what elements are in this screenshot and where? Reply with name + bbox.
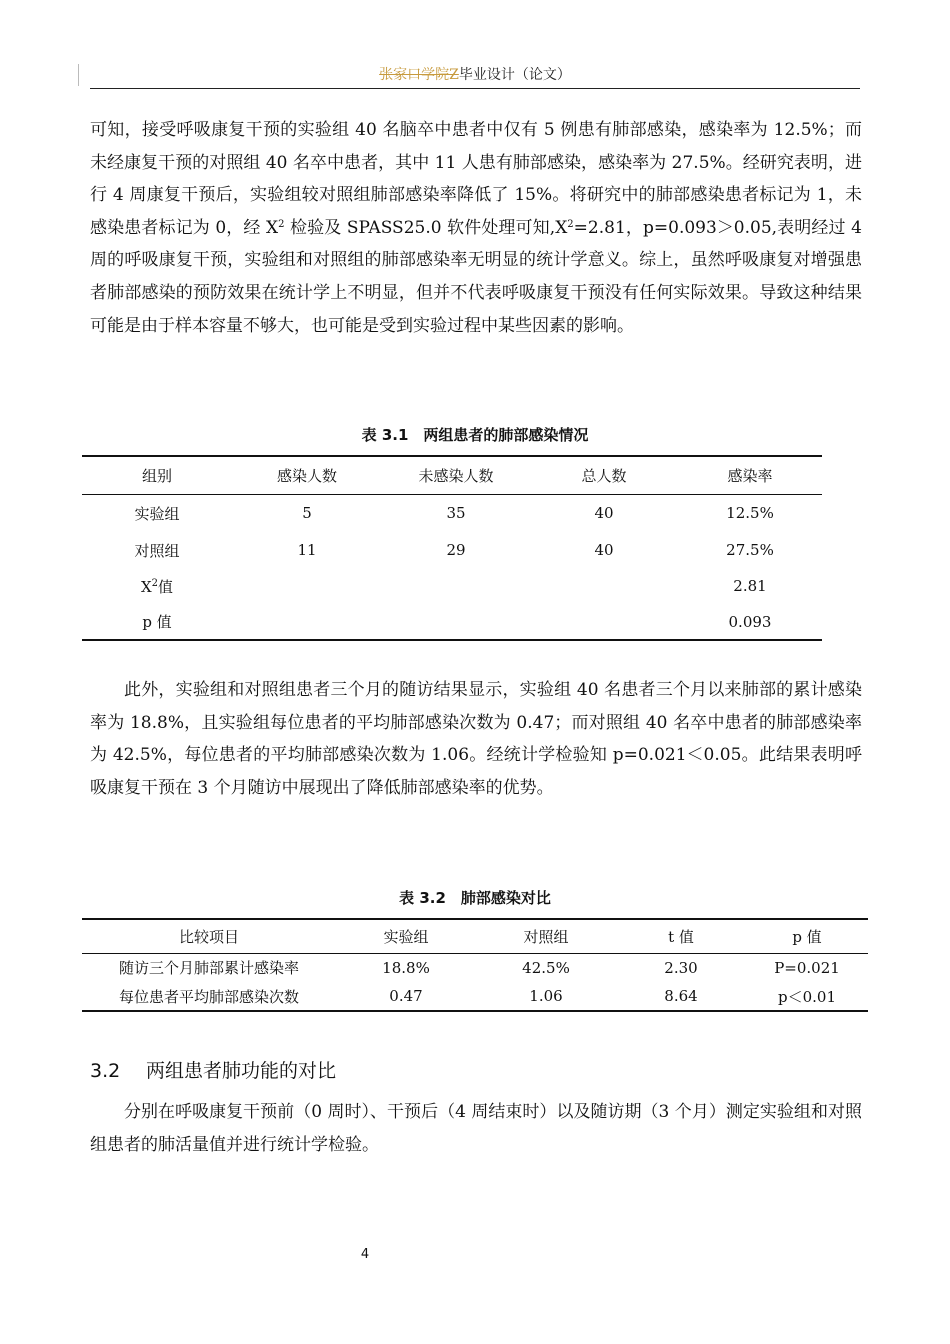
page-header: [90, 66, 860, 88]
table2-cell: 8.64: [664, 987, 698, 1005]
header-margin-mark: [78, 64, 79, 86]
table2-cell: 18.8%: [382, 958, 430, 977]
table-row: [82, 494, 822, 532]
paragraph-1: 可知，接受呼吸康复干预的实验组 40 名脑卒中患者中仅有 5 例患有肺部感染，感染率为 12.5%；而未经康复干预的对照组 40 名卒中患者，其中 11 人患有肺部感染，感染率为 27.5%。经研究表明，进行 4 周康复干预后，实验组较对照组肺部感染率降低了 15%。将研究中的肺部感染患者标记为 1，未感染患者标记为 0，经 $X^2$ 检验及 SPASS25.0 软件处理可知$,X^2=2.81$，p=0.093＞0.05,表明经过 4 周的呼吸康复干预，实验组和对照组的肺部感染率无明显的统计学意义。综上，虽然呼吸康复对增强患者肺部感染的预防效果在统计学上不明显，但并不代表呼吸康复干预没有任何实际效果。导致这种结果可能是由于样本容量不够大，也可能是受到实验过程中某些因素的影响。: [90, 120, 862, 336]
table2-header: 对照组: [476, 919, 616, 953]
table1-cell: [530, 604, 678, 640]
paragraph-2: 此外，实验组和对照组患者三个月的随访结果显示，实验组 40 名患者三个月以来肺部的累计感染率为 18.8%，且实验组每位患者的平均肺部感染次数为 0.47；而对照组 40 名卒中患者的肺部感染率为 42.5%，每位患者的平均肺部感染次数为 1.06。经统计学检验知 p=0.021＜0.05。此结果表明呼吸康复干预在 3 个月随访中展现出了降低肺部感染率的优势。: [90, 680, 862, 798]
table2: [82, 918, 868, 1012]
table2-cell: 随访三个月肺部累计感染率: [118, 959, 299, 978]
table1-cell: [382, 568, 530, 604]
header-rule: [90, 88, 860, 89]
table1-cell: 40: [594, 541, 614, 559]
table1-cell: 0.093: [728, 612, 772, 631]
table2-cell: P=0.021: [774, 958, 840, 977]
table2-cell: p＜0.01: [777, 987, 836, 1006]
table1-cell: 12.5%: [726, 504, 774, 523]
table1-cell: [232, 568, 382, 604]
table1: [82, 455, 822, 641]
page-number: 4: [360, 1247, 370, 1262]
table2-caption: 表 3.2 肺部感染对比: [399, 889, 551, 907]
section-number: 3.2: [90, 1060, 121, 1082]
table1-cell: 5: [302, 504, 312, 523]
header-title: 毕业设计（论文）: [458, 67, 571, 83]
table2-cell: 每位患者平均肺部感染次数: [118, 987, 299, 1006]
table1-cell: [530, 568, 678, 604]
table1-header: 感染人数: [232, 456, 382, 494]
table1-cell: 11: [297, 541, 317, 559]
table-row: [82, 532, 822, 568]
table2-cell: 42.5%: [522, 958, 570, 977]
table1-header: 组别: [82, 456, 232, 494]
table1-cell: 对照组: [134, 541, 180, 560]
table-row: [82, 604, 822, 640]
table2-header: p 值: [746, 919, 868, 953]
section-title: 两组患者肺功能的对比: [146, 1060, 337, 1082]
table1-cell: 2.81: [733, 577, 767, 595]
table1-cell: [232, 604, 382, 640]
table2-header: t 值: [616, 919, 746, 953]
table-row: [82, 982, 868, 1011]
table2-header: 实验组: [336, 919, 476, 953]
table1-header: 总人数: [530, 456, 678, 494]
table1-cell: 实验组: [134, 504, 180, 523]
section-heading: [90, 1056, 336, 1083]
paragraph-3: 分别在呼吸康复干预前（0 周时）、干预后（4 周结束时）以及随访期（3 个月）测定实验组和对照组患者的肺活量值并进行统计学检验。: [90, 1102, 862, 1155]
table1-header: 感染率: [678, 456, 822, 494]
table1-header-row: [82, 456, 822, 494]
table2-header: 比较项目: [82, 919, 336, 953]
table1-cell: 27.5%: [726, 541, 774, 559]
header-school: 张家口学院Z: [379, 67, 459, 83]
table1-cell: p 值: [142, 613, 172, 631]
table2-cell: 0.47: [389, 987, 423, 1005]
table2-cell: 1.06: [529, 987, 563, 1005]
table1-cell: 29: [446, 541, 466, 559]
table2-header-row: [82, 919, 868, 953]
table1-cell: [382, 604, 530, 640]
table-row: [82, 568, 822, 604]
table-row: [82, 953, 868, 982]
table1-header: 未感染人数: [382, 456, 530, 494]
table1-cell: 35: [446, 504, 466, 523]
table1-cell: 40: [594, 504, 614, 523]
table1-cell: $X^2$值: [140, 577, 174, 596]
table1-caption: 表 3.1 两组患者的肺部感染情况: [361, 426, 589, 444]
table2-cell: 2.30: [664, 958, 698, 977]
